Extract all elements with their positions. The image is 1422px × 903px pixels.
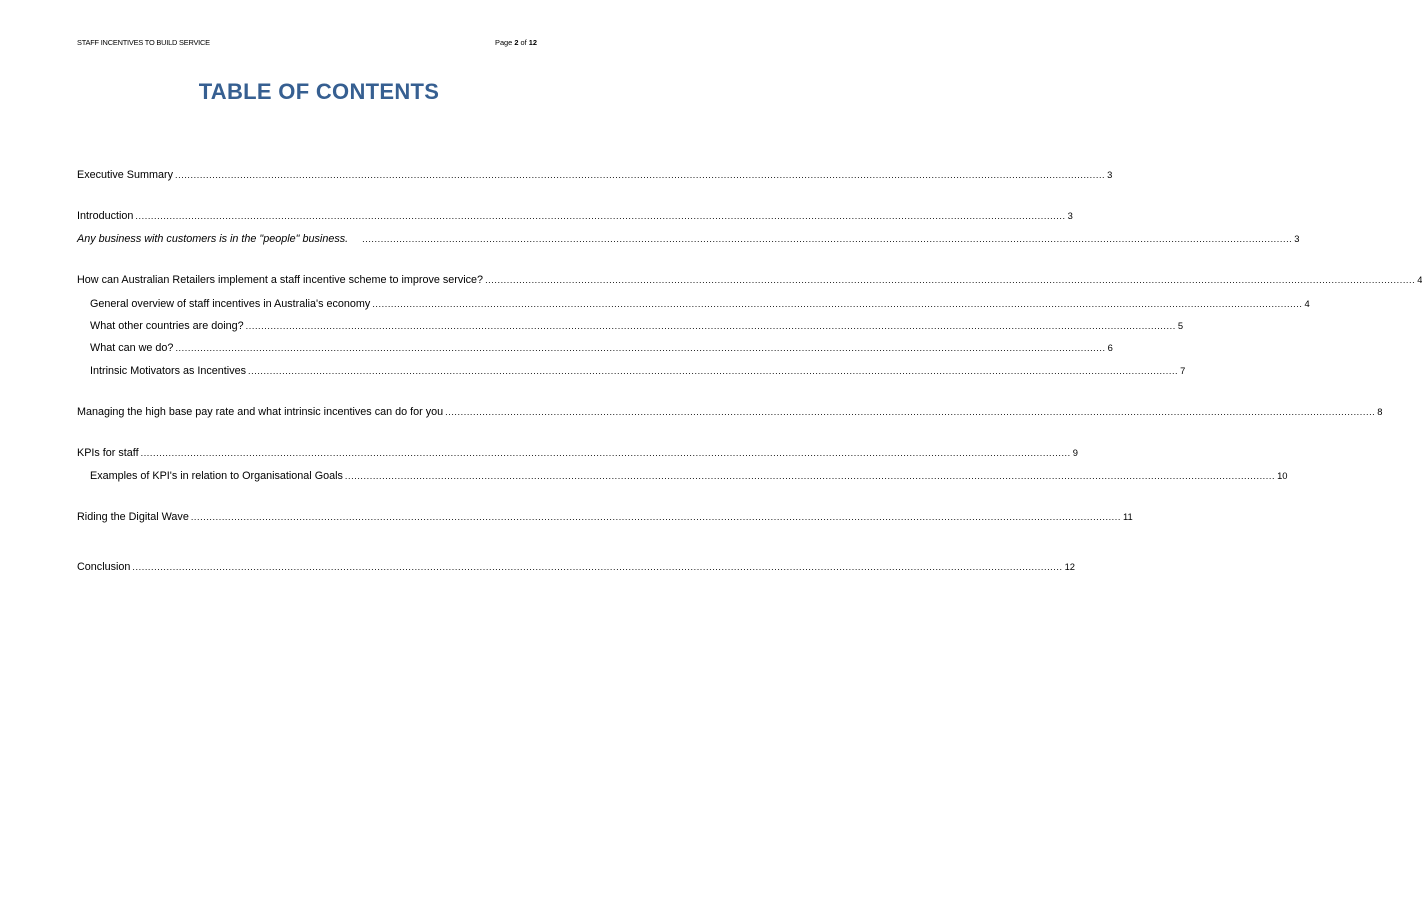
- toc-dot-leader: ............................................................................................................................................................................................................................................................................................................: [175, 343, 1106, 353]
- toc-dot-leader: ............................................................................................................................................................................................................................................................................................................: [140, 448, 1071, 458]
- toc-entry-executive-summary[interactable]: [77, 167, 1113, 182]
- toc-entry-title: How can Australian Retailers implement a staff incentive scheme to improve service?: [77, 274, 484, 286]
- page-title: TABLE OF CONTENTS: [198, 79, 440, 104]
- page-header: [77, 38, 561, 48]
- toc-entry-intrinsic-motivators[interactable]: [90, 363, 1186, 378]
- page-current: 2: [514, 38, 519, 47]
- toc-entry-title: Conclusion: [77, 561, 131, 573]
- toc-page-number: 9: [1072, 447, 1078, 458]
- toc-dot-leader: ............................................................................................................................................................................................................................................................................................................: [132, 562, 1063, 572]
- toc-dot-leader: ............................................................................................................................................................................................................................................................................................................: [175, 170, 1106, 180]
- toc-entry-title: Managing the high base pay rate and what intrinsic incentives can do for you: [77, 406, 444, 418]
- toc-dot-leader: ............................................................................................................................................................................................................................................................................................................: [135, 211, 1066, 221]
- toc-dot-leader: ............................................................................................................................................................................................................................................................................................................: [245, 321, 1176, 331]
- toc-entry-high-base-pay[interactable]: [77, 404, 1383, 419]
- toc-page-number: 4: [1304, 298, 1310, 309]
- toc-entry-title: KPIs for staff: [77, 447, 139, 459]
- page-number-indicator: [495, 38, 537, 48]
- toc-page-number: 7: [1180, 365, 1186, 376]
- toc-dot-leader: ............................................................................................................................................................................................................................................................................................................: [445, 407, 1376, 417]
- toc-entry-title: Introduction: [77, 210, 134, 222]
- toc-entry-introduction[interactable]: [77, 208, 1073, 223]
- toc-page-number: 3: [1067, 210, 1073, 221]
- document-running-title: STAFF INCENTIVES TO BUILD SERVICE: [77, 38, 210, 47]
- toc-page-number: 4: [1417, 274, 1422, 285]
- toc-dot-leader: ............................................................................................................................................................................................................................................................................................................: [362, 234, 1293, 244]
- toc-dot-leader: ............................................................................................................................................................................................................................................................................................................: [485, 275, 1416, 285]
- toc-entry-people-business[interactable]: [77, 231, 1300, 246]
- toc-dot-leader: ............................................................................................................................................................................................................................................................................................................: [248, 366, 1179, 376]
- toc-dot-leader: ............................................................................................................................................................................................................................................................................................................: [372, 299, 1303, 309]
- toc-entry-kpis-for-staff[interactable]: [77, 445, 1078, 460]
- toc-page-number: 8: [1377, 406, 1383, 417]
- toc-page-number: 5: [1177, 320, 1184, 331]
- toc-entry-kpi-examples[interactable]: [90, 468, 1288, 483]
- toc-entry-title: Examples of KPI's in relation to Organisational Goals: [90, 470, 343, 482]
- toc-entry-title: What other countries are doing?: [90, 320, 244, 332]
- toc-entry-general-overview[interactable]: [90, 296, 1310, 311]
- toc-page-number: 11: [1122, 511, 1133, 522]
- toc-page-number: 12: [1064, 561, 1076, 572]
- toc-entry-title: What can we do?: [90, 342, 174, 354]
- toc-page-number: 10: [1277, 470, 1288, 481]
- toc-dot-leader: ............................................................................................................................................................................................................................................................................................................: [344, 471, 1276, 481]
- toc-page-number: 3: [1107, 169, 1113, 180]
- toc-entry-title: General overview of staff incentives in Australia's economy: [90, 298, 371, 310]
- toc-entry-digital-wave[interactable]: [77, 509, 1133, 524]
- toc-entry-conclusion[interactable]: [77, 559, 1076, 574]
- toc-entry-australian-retailers[interactable]: [77, 272, 1422, 287]
- toc-entry-title: Intrinsic Motivators as Incentives: [90, 365, 247, 377]
- toc-entry-other-countries[interactable]: [90, 318, 1184, 333]
- toc-entry-title: Riding the Digital Wave: [77, 511, 189, 523]
- toc-entry-title: Any business with customers is in the "people" business.: [77, 233, 349, 245]
- page-total: 12: [528, 38, 537, 47]
- toc-entry-what-can-we-do[interactable]: [90, 340, 1113, 355]
- toc-entry-title: Executive Summary: [77, 169, 174, 181]
- page-label: Page: [495, 38, 513, 47]
- toc-page-number: 3: [1294, 233, 1300, 244]
- page-of-label: of: [520, 38, 527, 47]
- toc-page-number: 6: [1107, 342, 1113, 353]
- toc-dot-leader: ............................................................................................................................................................................................................................................................................................................: [190, 512, 1121, 522]
